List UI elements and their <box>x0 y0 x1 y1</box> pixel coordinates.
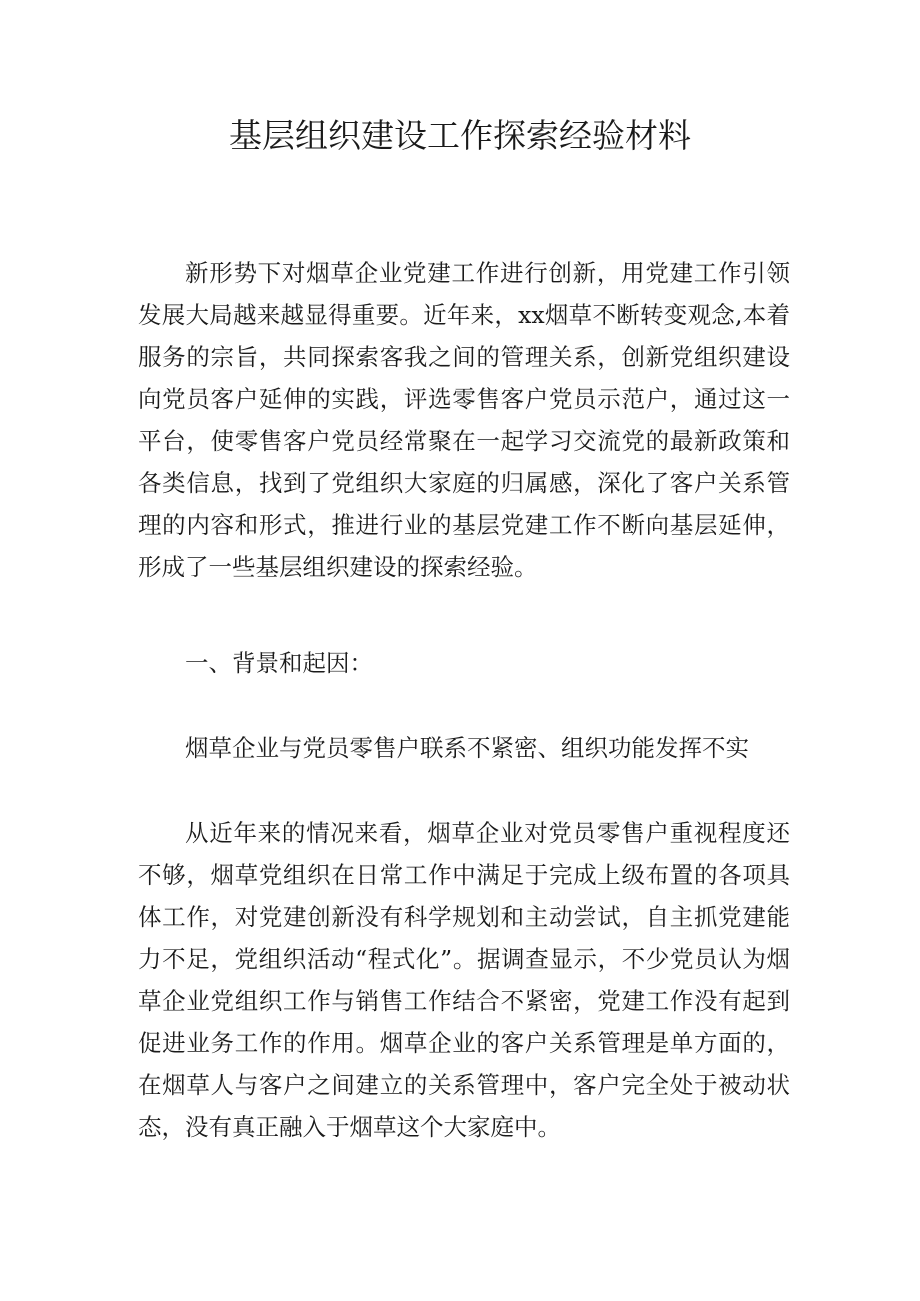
intro-paragraph: 新形势下对烟草企业党建工作进行创新，用党建工作引领发展大局越来越显得重要。近年来，xx烟草不断转变观念,本着服务的宗旨，共同探索客我之间的管理关系，创新党组织建设向党员客户延伸的实践，评选零售客户党员示范户，通过这一平台，使零售客户党员经常聚在一起学习交流党的最新政策和各类信息，找到了党组织大家庭的归属感，深化了客户关系管理的内容和形式，推进行业的基层党建工作不断向基层延伸，形成了一些基层组织建设的探索经验。 <box>138 259 790 581</box>
section-one-subheading: 烟草企业与党员零售户联系不紧密、组织功能发挥不实 <box>185 734 749 762</box>
section-one-heading: 一、背景和起因： <box>185 649 373 677</box>
document-title: 基层组织建设工作探索经验材料 <box>229 116 691 155</box>
section-one-paragraph: 从近年来的情况来看，烟草企业对党员零售户重视程度还不够，烟草党组织在日常工作中满足于完成上级布置的各项具体工作，对党建创新没有科学规划和主动尝试，自主抓党建能力不足，党组织活动“程式化”。据调查显示，不少党员认为烟草企业党组织工作与销售工作结合不紧密，党建工作没有起到促进业务工作的作用。烟草企业的客户关系管理是单方面的，在烟草人与客户之间建立的关系管理中，客户完全处于被动状态，没有真正融入于烟草这个大家庭中。 <box>138 819 790 1141</box>
